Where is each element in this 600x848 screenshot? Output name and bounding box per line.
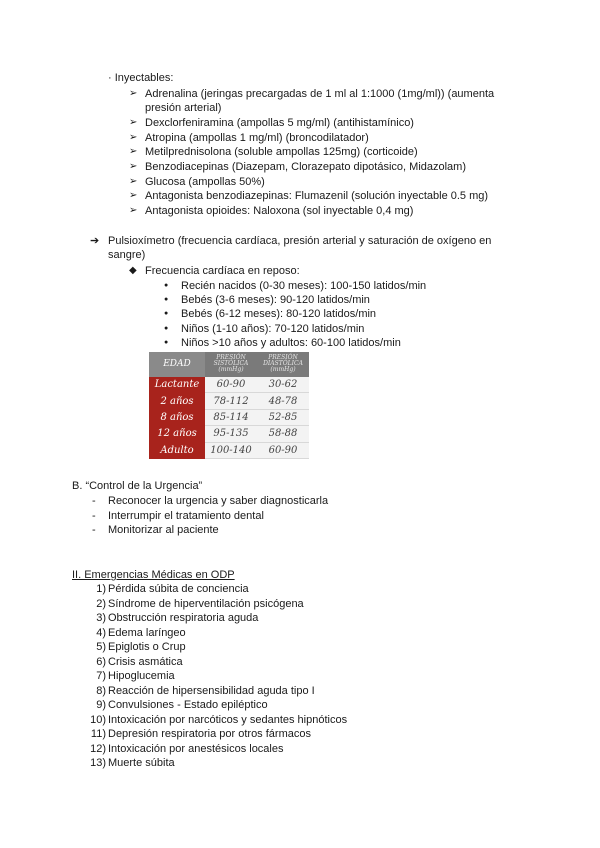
list-number: 6) [96, 656, 106, 668]
table-row [149, 442, 309, 458]
dash-bullet: - [92, 524, 96, 536]
list-item: Síndrome de hiperventilación psicógena [108, 598, 304, 610]
table-row [149, 393, 309, 409]
pulse-oximeter-text: Pulsioxímetro (frecuencia cardíaca, presión arterial y saturación de oxígeno en sangre) [108, 235, 492, 261]
list-number: 11) [90, 728, 106, 740]
dash-bullet: - [92, 510, 96, 522]
list-number: 3) [96, 612, 106, 624]
list-number: 7) [96, 670, 106, 682]
table-row [149, 377, 309, 393]
injectable-item: Benzodiacepinas (Diazepam, Clorazepato dipotásico, Midazolam) [145, 161, 466, 173]
list-item: Intoxicación por narcóticos y sedantes hipnóticos [108, 714, 348, 726]
injectable-item: Adrenalina (jeringas precargadas de 1 ml al 1:1000 (1mg/ml)) (aumenta presión arterial) [145, 88, 495, 114]
list-item: Obstrucción respiratoria aguda [108, 612, 259, 624]
dot-bullet-icon: ● [164, 296, 169, 303]
injectable-item: Antagonista opioides: Naloxona (sol inyectable 0,4 mg) [145, 205, 414, 217]
list-item: Pérdida súbita de conciencia [108, 583, 249, 595]
arrowhead-bullet-icon: ➢ [129, 161, 138, 172]
control-heading: B. “Control de la Urgencia” [72, 480, 203, 492]
arrowhead-bullet-icon: ➢ [129, 176, 138, 187]
heart-rate-item: Bebés (3-6 meses): 90-120 latidos/min [181, 294, 370, 306]
table-cell-systolic: 100-140 [205, 442, 257, 458]
table-cell-age: 2 años [149, 393, 205, 409]
arrowhead-bullet-icon: ➢ [129, 88, 138, 99]
table-header-systolic: PRESIÓN SISTÓLICA (mmHg) [205, 352, 257, 377]
list-item: Edema laríngeo [108, 627, 186, 639]
heart-rate-item: Recién nacidos (0-30 meses): 100-150 latidos/min [181, 280, 427, 292]
dot-bullet-icon: ● [164, 282, 169, 289]
list-number: 1) [96, 583, 106, 595]
injectable-item: Atropina (ampollas 1 mg/ml) (broncodilatador) [145, 132, 369, 144]
list-item: Epiglotis o Crup [108, 641, 186, 653]
list-number: 9) [96, 699, 106, 711]
dot-bullet-icon: ● [164, 339, 169, 346]
table-cell-diastolic: 30-62 [257, 377, 309, 393]
table-header-row [149, 352, 309, 377]
arrowhead-bullet-icon: ➢ [129, 205, 138, 216]
table-cell-systolic: 85-114 [205, 409, 257, 425]
table-cell-diastolic: 58-88 [257, 426, 309, 442]
list-item: Reacción de hipersensibilidad aguda tipo I [108, 685, 315, 697]
table-cell-age: 8 años [149, 409, 205, 425]
table-cell-age: Lactante [149, 377, 205, 393]
control-item: Reconocer la urgencia y saber diagnosticarla [108, 495, 329, 507]
dot-bullet-icon: ● [164, 310, 169, 317]
list-item: Muerte súbita [108, 757, 175, 769]
resting-heart-rate-heading: Frecuencia cardíaca en reposo: [145, 265, 300, 277]
list-number: 10) [90, 714, 106, 726]
table-cell-systolic: 78-112 [205, 393, 257, 409]
arrowhead-bullet-icon: ➢ [129, 146, 138, 157]
list-number: 4) [96, 627, 106, 639]
table-cell-systolic: 95-135 [205, 426, 257, 442]
list-number: 2) [96, 598, 106, 610]
injectables-heading: · Inyectables: [108, 72, 174, 84]
right-arrow-icon: ➔ [90, 235, 100, 247]
injectable-item: Antagonista benzodiazepinas: Flumazenil (solución inyectable 0.5 mg) [145, 190, 489, 202]
list-number: 8) [96, 685, 106, 697]
list-item: Convulsiones - Estado epiléptico [108, 699, 268, 711]
heart-rate-item: Bebés (6-12 meses): 80-120 latidos/min [181, 308, 377, 320]
dash-bullet: - [92, 495, 96, 507]
blood-pressure-table [149, 352, 309, 459]
table-cell-systolic: 60-90 [205, 377, 257, 393]
table-cell-age: 12 años [149, 426, 205, 442]
control-item: Interrumpir el tratamiento dental [108, 510, 264, 522]
table-header-age: EDAD [149, 352, 205, 377]
emergencies-heading: II. Emergencias Médicas en ODP [72, 569, 235, 581]
list-item: Crisis asmática [108, 656, 183, 668]
list-number: 12) [90, 743, 106, 755]
table-row [149, 409, 309, 425]
injectable-item: Dexclorfeniramina (ampollas 5 mg/ml) (antihistamínico) [145, 117, 414, 129]
dot-bullet-icon: ● [164, 325, 169, 332]
table-row [149, 426, 309, 442]
list-number: 5) [96, 641, 106, 653]
table-header-diastolic: PRESIÓN DIASTÓLICA (mmHg) [257, 352, 309, 377]
diamond-bullet-icon: ◆ [129, 265, 137, 276]
arrowhead-bullet-icon: ➢ [129, 117, 138, 128]
control-item: Monitorizar al paciente [108, 524, 219, 536]
table-cell-age: Adulto [149, 442, 205, 458]
list-item: Hipoglucemia [108, 670, 175, 682]
list-number: 13) [90, 757, 106, 769]
table-cell-diastolic: 48-78 [257, 393, 309, 409]
arrowhead-bullet-icon: ➢ [129, 190, 138, 201]
list-item: Intoxicación por anestésicos locales [108, 743, 284, 755]
table-cell-diastolic: 60-90 [257, 442, 309, 458]
heart-rate-item: Niños (1-10 años): 70-120 latidos/min [181, 323, 365, 335]
injectable-item: Glucosa (ampollas 50%) [145, 176, 265, 188]
table-cell-diastolic: 52-85 [257, 409, 309, 425]
injectable-item: Metilprednisolona (soluble ampollas 125mg) (corticoide) [145, 146, 418, 158]
heart-rate-item: Niños >10 años y adultos: 60-100 latidos/min [181, 337, 401, 349]
list-item: Depresión respiratoria por otros fármacos [108, 728, 311, 740]
arrowhead-bullet-icon: ➢ [129, 132, 138, 143]
